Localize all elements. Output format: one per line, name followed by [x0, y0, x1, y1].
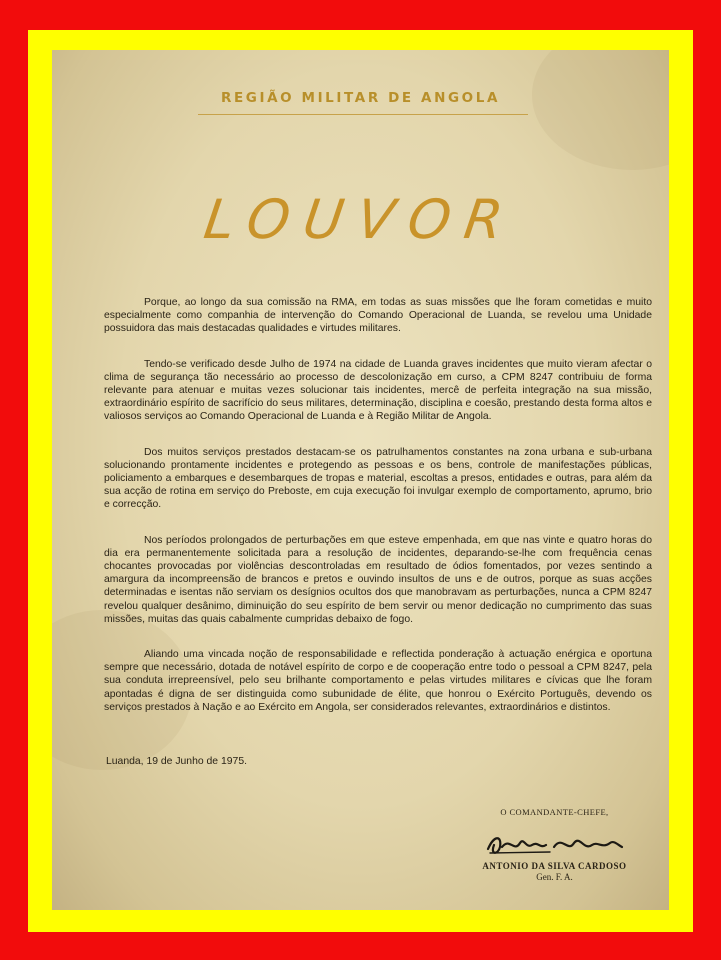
paragraph: Porque, ao longo da sua comissão na RMA, em todas as suas missões que lhe foram cometidas e muito especialmente como companhia de intervenção do Comando Operacional de Luanda, se revelou uma Unidade possuidora das mais destacadas qualidades e virtudes militares.	[104, 297, 652, 335]
commander-title: O COMANDANTE-CHEFE,	[500, 807, 609, 817]
handwritten-signature	[480, 825, 630, 861]
signer-rank: Gen. F. A.	[536, 872, 573, 882]
paragraph: Dos muitos serviços prestados destacam-se os patrulhamentos constantes na zona urbana e sub-urbana solucionando prontamente incidentes e protegendo as pessoas e os bens, controle de manifestações públicas, policiamento a embarques e desembarques de tropas e material, escoltas a presos, entidades e outras, para além da sua acção de rotina em serviço do Preboste, em cuja execução foi invulgar exemplo de comportamento, aprumo, brio e correcção.	[104, 446, 652, 511]
document-header: REGIÃO MILITAR DE ANGOLA	[220, 90, 500, 106]
paragraph: Aliando uma vincada noção de responsabilidade e reflectida ponderação à actuação enérgica e oportuna sempre que necessário, dotada de notável espírito de corpo e de cooperação entre todo o pessoal a CPM 8247, pela sua conduta irrepreensível, pelo seu brilhante comportamento e pelas virtudes militares e cívicas que lhe foram apontadas é digna de ser distinguida como subunidade de élite, que honrou o Exército Português, devendo os serviços prestados à Nação e ao Exército em Angola, ser considerados relevantes, extraordinários e distintos.	[104, 649, 652, 713]
paper-stain	[532, 50, 669, 170]
paragraph: Nos períodos prolongados de perturbações em que esteve empenhada, em que nas vinte e quatro horas do dia era permanentemente solicitada para a resolução de incidentes, deparando-se-lhe com frequência cenas chocantes provocadas por violências descontroladas em resultado de ódios fomentados, por vezes sentindo a amargura da incompreensão de brancos e pretos e ouvindo insultos de uns e de outros, porque as suas acções determinadas e isentas não serviam os desígnios ocultos dos que manobravam as perturbações, nunca a CPM 8247 revelou qualquer desânimo, diminuição do seu espírito de bem servir ou menor dedicação no cumprimento das suas missões, muitas das quais cabalmente cumpridas debaixo de fogo.	[104, 534, 652, 625]
signature-block	[452, 807, 657, 882]
header-underline	[198, 114, 528, 115]
paragraph: Tendo-se verificado desde Julho de 1974 na cidade de Luanda graves incidentes que muito vieram afectar o clima de segurança tão necessário ao processo de descolonização em curso, a CPM 8247 contribuiu de forma relevante para atenuar e muitas vezes solucionar tais incidentes, mercê de perfeita integração na sua missão, extraordinário espírito de sacrifício do seus militares, determinação, disciplina e coesão, prestando desta forma altos e valiosos serviços ao Comando Operacional de Luanda e à Região Militar de Angola.	[104, 358, 652, 423]
date-line: Luanda, 19 de Junho de 1975.	[106, 756, 247, 767]
document-body	[104, 296, 652, 736]
document-title: LOUVOR	[200, 188, 521, 251]
document-paper	[52, 50, 669, 910]
signer-name: ANTONIO DA SILVA CARDOSO	[482, 861, 627, 871]
